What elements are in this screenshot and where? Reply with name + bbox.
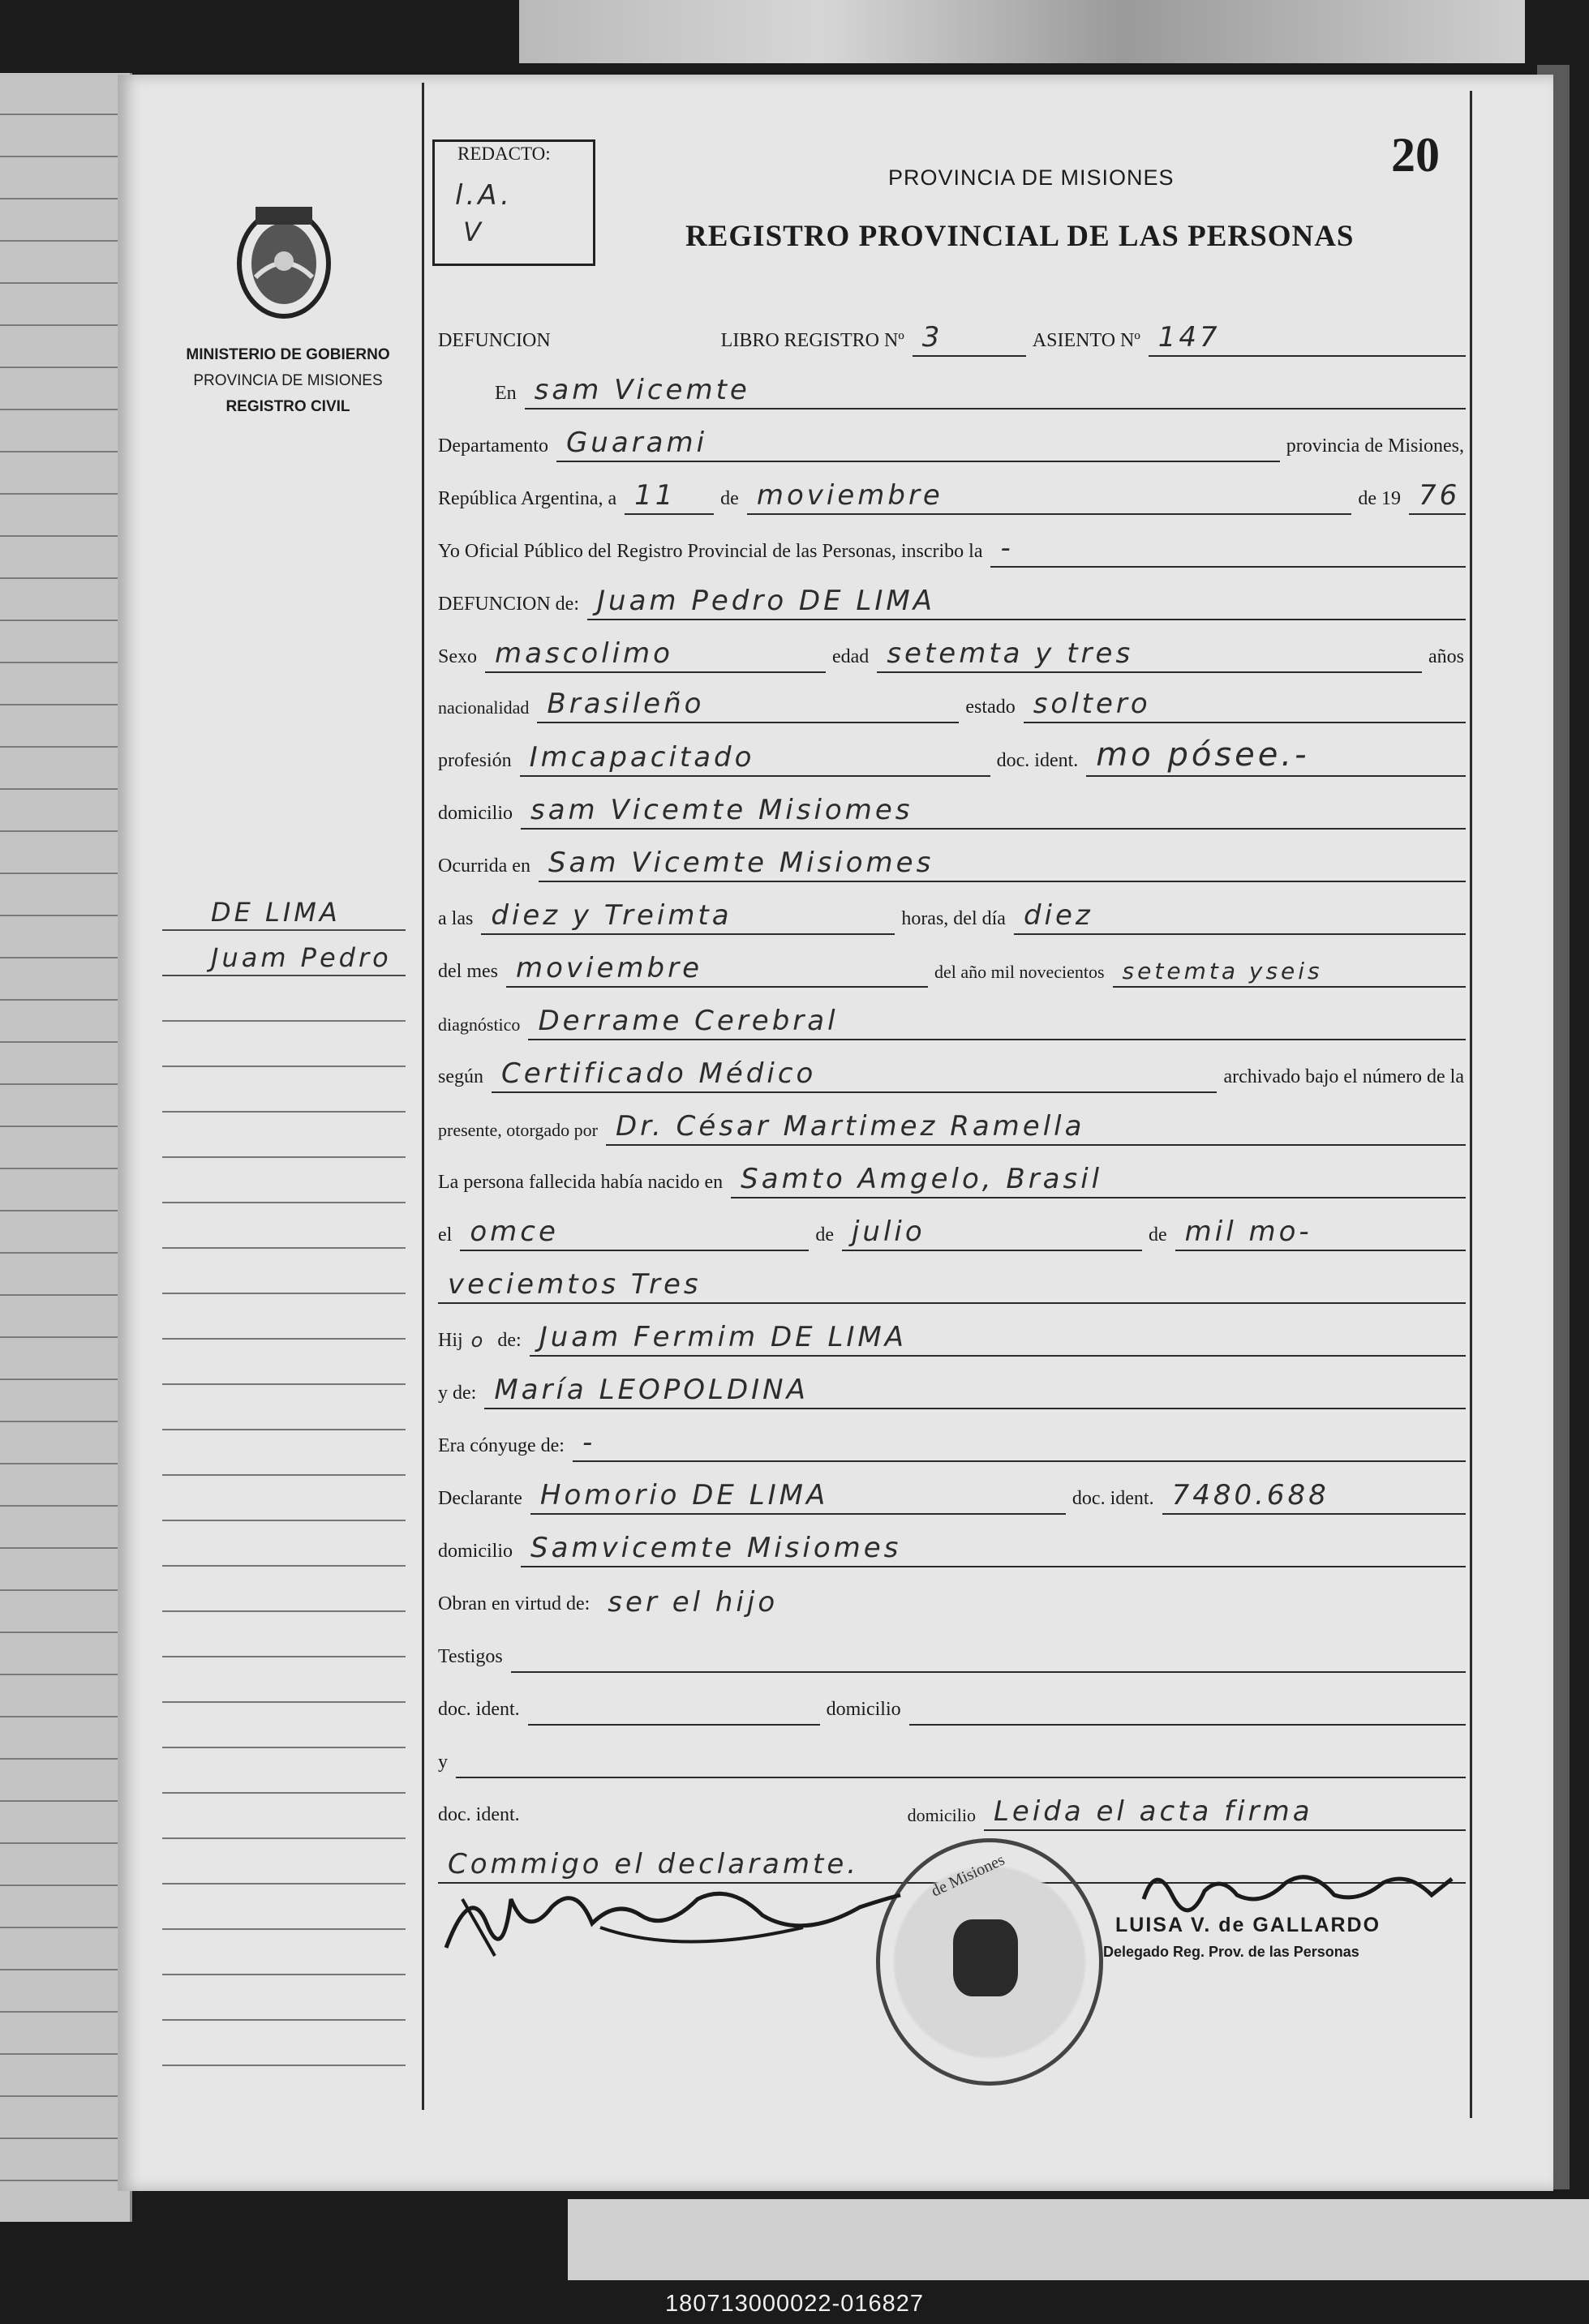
hijo-field xyxy=(530,1321,1466,1357)
docident-label: doc. ident. xyxy=(996,750,1079,771)
departamento-field xyxy=(556,427,1280,462)
official-name: LUISA V. de GALLARDO xyxy=(1115,1914,1381,1936)
hijo-de-label: de: xyxy=(497,1330,522,1351)
horas-label: horas, del día xyxy=(901,908,1006,929)
estado-value: soltero xyxy=(1033,688,1151,720)
t2-domicilio-label: domicilio xyxy=(907,1805,976,1825)
declarant-signature xyxy=(438,1850,908,1972)
delmes-label: del mes xyxy=(438,961,498,982)
declarante-label: Declarante xyxy=(438,1488,522,1509)
diagnostico-field xyxy=(528,1005,1466,1040)
year-birth-field xyxy=(438,1268,1466,1304)
year-value: 76 xyxy=(1419,479,1461,512)
nacionalidad-value: Brasileño xyxy=(547,688,705,720)
de2-label: de xyxy=(815,1224,834,1246)
defuncion-de-field xyxy=(587,585,1466,620)
obran-label: Obran en virtud de: xyxy=(438,1593,591,1614)
nacionalidad-label: nacionalidad xyxy=(438,697,530,718)
ocurrida-value: Sam Vicemte Misiomes xyxy=(548,847,934,879)
obran-field xyxy=(598,1586,1466,1620)
y-label: y xyxy=(438,1752,448,1773)
birthyear-row xyxy=(438,1265,1472,1304)
republica-label: República Argentina, a xyxy=(438,488,617,509)
hijo-suffix: o xyxy=(470,1329,487,1352)
year-field xyxy=(1409,479,1466,515)
asiento-value: 147 xyxy=(1157,321,1221,354)
t2-docident-field xyxy=(528,1797,901,1831)
decl-domicilio-field xyxy=(521,1532,1466,1567)
redacto-label: REDACTO: xyxy=(457,144,551,164)
segun-label: según xyxy=(438,1066,483,1087)
el-label: el xyxy=(438,1224,453,1246)
previous-page-edge xyxy=(0,73,132,2222)
margin-note-name: Juam Pedro xyxy=(211,942,392,973)
yo-row xyxy=(438,529,1472,568)
profesion-value: Imcapacitado xyxy=(529,741,755,774)
margin-rule xyxy=(162,1748,406,1794)
declarant-row xyxy=(438,1476,1472,1515)
margin-notes xyxy=(162,885,406,2066)
yo-field xyxy=(990,532,1466,568)
alas-field xyxy=(481,899,895,935)
official-signature xyxy=(1140,1859,1456,1915)
diagnostico-value: Derrame Cerebral xyxy=(538,1005,839,1037)
margin-rule xyxy=(162,1794,406,1839)
de2-field xyxy=(842,1216,1142,1251)
diagnosis-row xyxy=(438,1001,1472,1040)
ocurrida-label: Ocurrida en xyxy=(438,855,530,877)
province-heading: PROVINCIA DE MISIONES xyxy=(888,165,1175,190)
ocurrida-field xyxy=(539,847,1466,882)
record-type-label: DEFUNCION xyxy=(438,330,551,351)
certificate-row xyxy=(438,1054,1472,1093)
dia-value: diez xyxy=(1023,899,1093,932)
month-value: moviembre xyxy=(756,479,943,512)
estado-field xyxy=(1024,688,1466,723)
background-scrap xyxy=(568,2199,1589,2280)
nacido-value: Samto Amgelo, Brasil xyxy=(741,1163,1103,1195)
capacity-row xyxy=(438,1581,1472,1620)
margin-rule xyxy=(162,1294,406,1340)
deceased-row xyxy=(438,581,1472,620)
margin-rule xyxy=(162,1612,406,1657)
ano-field xyxy=(1113,952,1466,988)
closing-value: Commigo el declaramte. xyxy=(448,1848,860,1880)
nationality-row xyxy=(438,684,1472,723)
segun-value: Certificado Médico xyxy=(501,1057,817,1090)
year-label: de 19 xyxy=(1358,488,1401,509)
occurred-row xyxy=(438,843,1472,882)
domicilio-field xyxy=(521,794,1466,830)
estado-label: estado xyxy=(965,697,1016,718)
libro-field xyxy=(913,321,1026,357)
presente-label: presente, otorgado por xyxy=(438,1120,598,1140)
day-value: 11 xyxy=(634,479,676,512)
month-field xyxy=(747,479,1352,515)
conyuge-label: Era cónyuge de: xyxy=(438,1435,565,1456)
decl-docident-label: doc. ident. xyxy=(1072,1488,1154,1509)
margin-rule xyxy=(162,976,406,1022)
provincia-label: provincia de Misiones, xyxy=(1286,435,1464,457)
margin-rule xyxy=(162,1113,406,1158)
yde-value: María LEOPOLDINA xyxy=(494,1374,809,1406)
time-row xyxy=(438,896,1472,935)
profesion-label: profesión xyxy=(438,750,512,771)
document-id: 180713000022-016827 xyxy=(665,2291,924,2317)
libro-label: LIBRO REGISTRO Nº xyxy=(720,330,904,351)
decl-docident-field xyxy=(1162,1479,1466,1515)
profession-row xyxy=(438,738,1472,777)
mes-value: moviembre xyxy=(515,952,702,984)
sexo-label: Sexo xyxy=(438,646,477,667)
nacionalidad-field xyxy=(537,688,959,723)
register-page xyxy=(118,75,1553,2191)
declarante-field xyxy=(530,1479,1066,1515)
edad-label: edad xyxy=(832,646,870,667)
ministry-line: PROVINCIA DE MISIONES xyxy=(193,372,383,389)
margin-rule xyxy=(162,1158,406,1203)
issued-by-row xyxy=(438,1107,1472,1146)
margin-rule xyxy=(162,1930,406,1975)
margin-rule xyxy=(162,1703,406,1748)
decl-domicilio-label: domicilio xyxy=(438,1541,513,1562)
de3-label: de xyxy=(1148,1224,1167,1246)
docident-value: mo pósee.- xyxy=(1096,736,1310,774)
yde-label: y de: xyxy=(438,1383,477,1404)
margin-rule xyxy=(162,1657,406,1703)
margin-rule xyxy=(422,83,424,2110)
witness2-name-row xyxy=(438,1739,1472,1778)
alas-label: a las xyxy=(438,908,474,929)
background-scrap xyxy=(519,0,1525,63)
margin-rule xyxy=(162,1249,406,1294)
nacido-field xyxy=(731,1163,1466,1198)
margin-rule xyxy=(162,1340,406,1385)
t1-docident-label: doc. ident. xyxy=(438,1699,520,1720)
departamento-value: Guarami xyxy=(565,427,708,459)
t1-domicilio-field xyxy=(909,1690,1466,1726)
place-row xyxy=(495,371,1472,409)
departamento-label: Departamento xyxy=(438,435,548,457)
margin-rule xyxy=(162,1839,406,1884)
spouse-row xyxy=(438,1423,1472,1462)
defuncion-de-label: DEFUNCION de: xyxy=(438,594,579,615)
father-row xyxy=(438,1318,1472,1357)
de2-value: julio xyxy=(851,1216,925,1248)
official-role: Delegado Reg. Prov. de las Personas xyxy=(1103,1944,1359,1960)
archivado-label: archivado bajo el número de la xyxy=(1223,1066,1464,1087)
de3-field xyxy=(1175,1216,1466,1251)
margin-rule xyxy=(162,931,406,976)
margin-rule xyxy=(162,1385,406,1430)
margin-rule xyxy=(162,1067,406,1113)
dia-field xyxy=(1014,899,1466,935)
domicilio-value: sam Vicemte Misiomes xyxy=(530,794,913,826)
t2-domicilio-field xyxy=(984,1795,1466,1831)
diagnostico-label: diagnóstico xyxy=(438,1014,521,1035)
en-value: sam Vicemte xyxy=(534,374,750,406)
domicile-row xyxy=(438,791,1472,830)
margin-rule xyxy=(162,1203,406,1249)
de3-value: mil mo- xyxy=(1184,1216,1312,1248)
month-year-row xyxy=(438,949,1472,988)
margin-rule xyxy=(162,885,406,931)
delano-label: del año mil novecientos xyxy=(934,962,1105,982)
t1-domicilio-label: domicilio xyxy=(826,1699,901,1720)
margin-rule xyxy=(162,2021,406,2066)
margin-rule xyxy=(162,1975,406,2021)
margin-rule xyxy=(162,1521,406,1567)
profesion-field xyxy=(520,741,990,777)
conyuge-field xyxy=(573,1426,1466,1462)
defuncion-de-value: Juam Pedro DE LIMA xyxy=(597,585,935,617)
segun-field xyxy=(492,1057,1217,1093)
year-birth-value: veciemtos Tres xyxy=(448,1268,702,1301)
edad-value: setemta y tres xyxy=(887,637,1134,670)
decl-domicilio-value: Samvicemte Misiomes xyxy=(530,1532,902,1564)
obran-value: ser el hijo xyxy=(608,1586,779,1619)
yde-field xyxy=(484,1374,1466,1409)
ministry-line: REGISTRO CIVIL xyxy=(225,398,350,415)
date-row xyxy=(438,476,1472,515)
redacto-box xyxy=(432,139,595,266)
record-header-row xyxy=(438,318,1472,357)
conyuge-value: - xyxy=(582,1426,596,1459)
page-number: 20 xyxy=(1391,128,1440,182)
witness2-row xyxy=(438,1792,1472,1831)
official-stamp xyxy=(876,1838,1103,2086)
nacido-label: La persona fallecida había nacido en xyxy=(438,1172,724,1193)
birthplace-row xyxy=(438,1160,1472,1198)
stamp-text: de Misiones xyxy=(928,1850,1008,1901)
de-label: de xyxy=(720,488,739,509)
margin-rule xyxy=(162,1476,406,1521)
registry-title: REGISTRO PROVINCIAL DE LAS PERSONAS xyxy=(685,220,1355,253)
stamp-emblem-icon xyxy=(953,1919,1018,1996)
official-signature-block xyxy=(1103,1859,1456,2021)
declarant-domicile-row xyxy=(438,1529,1472,1567)
en-label: En xyxy=(495,383,517,404)
t1-docident-field xyxy=(528,1690,820,1726)
asiento-field xyxy=(1149,321,1466,357)
t2-domicilio-value: Leida el acta firma xyxy=(993,1795,1313,1828)
docident-field xyxy=(1086,736,1466,777)
witness2-field xyxy=(456,1743,1466,1778)
anos-label: años xyxy=(1428,646,1464,667)
witnesses-row xyxy=(438,1634,1472,1673)
redacto-mark: V xyxy=(463,217,484,247)
margin-rule xyxy=(162,1567,406,1612)
margin-rule xyxy=(162,1022,406,1067)
ano-value: setemta yseis xyxy=(1122,958,1323,984)
mes-field xyxy=(506,952,928,988)
mother-row xyxy=(438,1370,1472,1409)
decl-docident-value: 7480.688 xyxy=(1171,1479,1329,1511)
margin-note-surname: DE LIMA xyxy=(211,897,341,928)
el-field xyxy=(460,1216,809,1251)
declarante-value: Homorio DE LIMA xyxy=(539,1479,829,1511)
day-field xyxy=(625,479,714,515)
presente-value: Dr. César Martimez Ramella xyxy=(615,1110,1085,1143)
el-value: omce xyxy=(470,1216,559,1248)
asiento-label: ASIENTO Nº xyxy=(1032,330,1140,351)
testigos-field xyxy=(511,1637,1466,1673)
coat-of-arms-icon xyxy=(231,200,337,322)
presente-field xyxy=(606,1110,1466,1146)
en-field xyxy=(525,374,1466,409)
margin-rule xyxy=(162,1430,406,1476)
testigos-label: Testigos xyxy=(438,1646,503,1667)
ministry-block xyxy=(158,342,418,420)
ministry-line: MINISTERIO DE GOBIERNO xyxy=(186,346,390,363)
margin-rule xyxy=(162,1884,406,1930)
birthdate-row xyxy=(438,1212,1472,1251)
witness1-row xyxy=(438,1687,1472,1726)
redacto-initials: l.A. xyxy=(455,179,513,212)
libro-value: 3 xyxy=(921,321,943,354)
hijo-value: Juam Fermim DE LIMA xyxy=(539,1321,908,1353)
yo-label: Yo Oficial Público del Registro Provincial de las Personas, inscribo la xyxy=(438,541,983,562)
department-row xyxy=(438,423,1472,462)
sexo-field xyxy=(485,637,826,673)
hijo-label: Hij xyxy=(438,1330,463,1351)
sexo-value: mascolimo xyxy=(495,637,673,670)
edad-field xyxy=(877,637,1422,673)
yo-value: - xyxy=(1000,532,1014,564)
t2-docident-label: doc. ident. xyxy=(438,1804,520,1825)
sex-age-row xyxy=(438,634,1472,673)
alas-value: diez y Treimta xyxy=(491,899,732,932)
domicilio-label: domicilio xyxy=(438,803,513,824)
